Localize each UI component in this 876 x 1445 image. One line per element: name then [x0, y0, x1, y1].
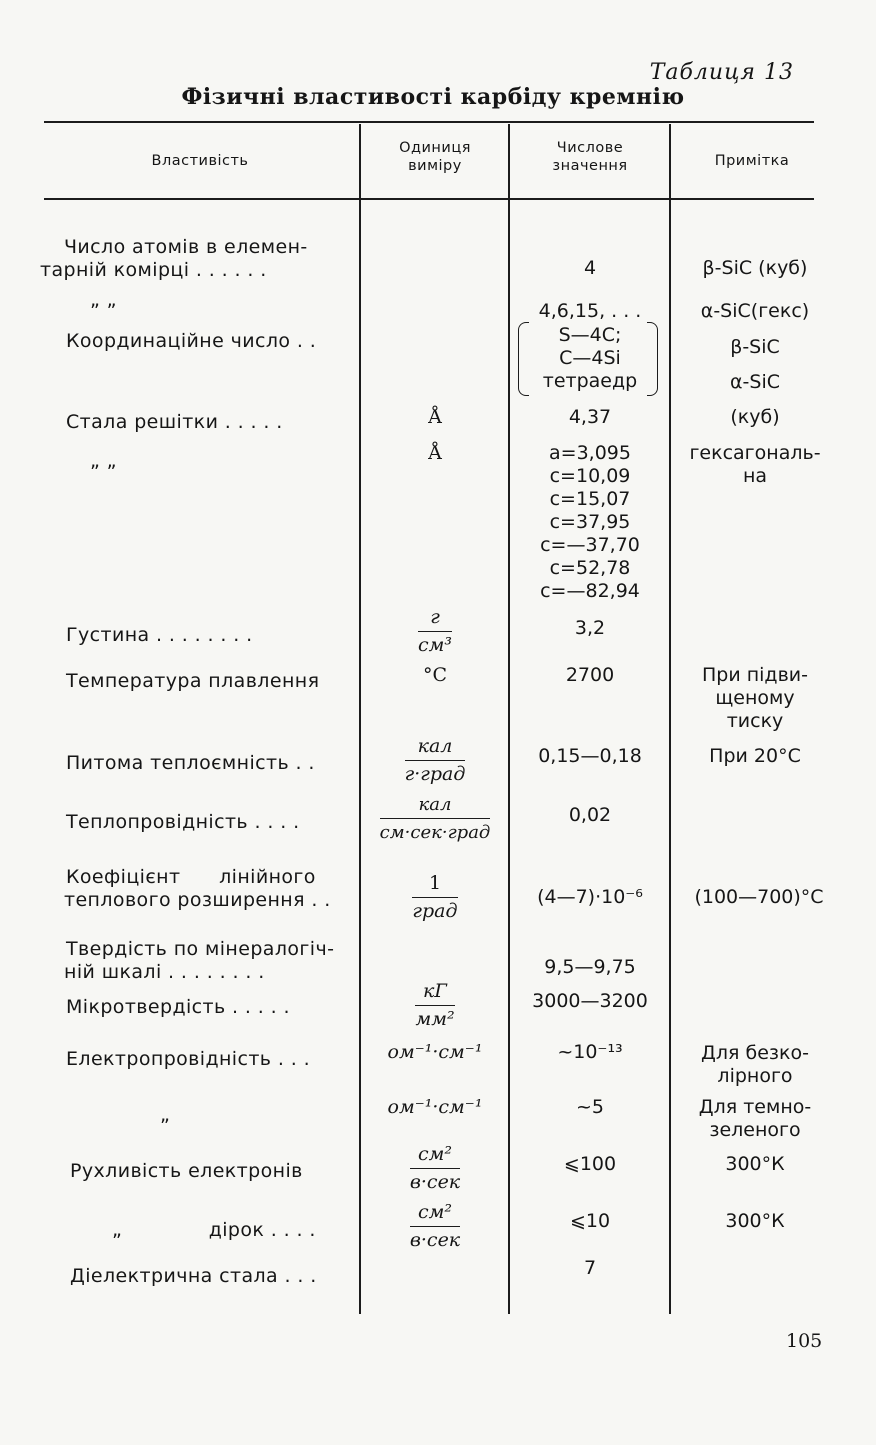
header-value-line1: Числове: [556, 140, 624, 156]
note-electron-mobility: 300°К: [725, 1153, 785, 1175]
prop-hardness: [66, 938, 352, 984]
unit-micro-den: мм²: [415, 1008, 455, 1030]
note-coord-alpha: α-SiC: [730, 371, 780, 393]
value-lattice-c2: c=15,07: [549, 488, 631, 510]
value-electron-mobility: ⩽100: [563, 1153, 617, 1175]
unit-mob-e-num: см²: [410, 1143, 460, 1169]
value-lattice-c4: c=—37,70: [540, 534, 640, 556]
unit-exp-num: 1: [412, 872, 457, 898]
fraction-heat-capacity: [405, 735, 466, 786]
unit-thermal-conductivity: [360, 793, 510, 844]
unit-electron-mobility: [362, 1143, 508, 1194]
note-lattice-hex-line2: на: [742, 465, 768, 487]
unit-density-den: см³: [417, 634, 452, 656]
note-lattice-hex-line1: гексагональ-: [689, 442, 821, 464]
unit-cond-den: см·сек·град: [379, 822, 491, 843]
unit-density-num: г: [418, 606, 452, 632]
column-divider-3: [669, 124, 671, 1314]
unit-mob-h-num: см²: [410, 1201, 460, 1227]
unit-hole-mobility: [362, 1201, 508, 1252]
prop-expansion-line2: теплового розширення . .: [64, 889, 331, 911]
prop-electron-mobility: Рухливість електронів: [70, 1160, 303, 1182]
header-bottom-rule: [44, 198, 814, 200]
page-number: 105: [786, 1330, 823, 1352]
fraction-expansion: [412, 872, 457, 923]
note-atoms: β-SiC (куб): [702, 257, 808, 279]
top-rule: [44, 121, 814, 123]
prop-heat-capacity: Питома теплоємність . .: [66, 752, 315, 774]
note-electrical-conductivity: [672, 1042, 838, 1088]
value-coord-line2: C—4Si: [559, 347, 621, 369]
prop-hole-label: дірок . . . .: [208, 1219, 316, 1241]
note-melting-line1: При підви-: [702, 664, 808, 686]
prop-hole-mobility: [66, 1219, 352, 1242]
prop-melting: Температура плавлення: [66, 670, 320, 692]
note-melting-line3: тиску: [726, 710, 784, 732]
note-electrical-conductivity-2: [672, 1096, 838, 1142]
unit-lattice: Å: [428, 406, 442, 428]
unit-micro-num: кГ: [415, 980, 454, 1006]
prop-electrical-conductivity: Електропровідність . . .: [66, 1048, 311, 1070]
header-unit: [362, 139, 508, 175]
unit-microhardness: [362, 980, 508, 1031]
unit-heat-num: кал: [405, 735, 466, 761]
value-hole-mobility: ⩽10: [569, 1210, 611, 1232]
note-lattice: (куб): [730, 406, 780, 428]
unit-melting: °C: [422, 664, 448, 686]
unit-exp-den: град: [412, 900, 458, 922]
value-microhardness: 3000—3200: [532, 990, 648, 1012]
prop-atoms-line2: тарній комірці . . . . . .: [40, 259, 267, 281]
note-expansion: (100—700)°C: [694, 886, 824, 908]
prop-hole-quote: „: [112, 1219, 123, 1241]
value-lattice-c6: c=—82,94: [540, 580, 640, 602]
prop-expansion-line1: Коефіцієнт лінійного: [66, 866, 316, 888]
prop-microhardness: Мікротвердість . . . . .: [66, 996, 290, 1018]
header-value: [512, 139, 668, 175]
prop-electrical-ditto: „: [160, 1104, 171, 1126]
value-heat-capacity: 0,15—0,18: [538, 745, 642, 767]
table-label: Таблиця 13: [649, 60, 794, 85]
note-melting-line2: щеному: [715, 687, 795, 709]
header-unit-line2: виміру: [408, 158, 462, 174]
value-coord-line1: S—4C;: [558, 324, 622, 346]
value-atoms-alpha: 4,6,15, . . .: [538, 300, 642, 322]
note-lattice-hex: [672, 442, 838, 488]
prop-coordination: Координаційне число . .: [66, 330, 317, 352]
fraction-thermal-conductivity: [380, 793, 491, 844]
fraction-microhardness: [415, 980, 454, 1031]
header-unit-line1: Одиниця: [399, 140, 471, 156]
value-electrical-conductivity: ~10⁻¹³: [557, 1041, 623, 1063]
unit-mob-h-den: в·сек: [409, 1229, 461, 1251]
fraction-density: [418, 606, 452, 657]
prop-lattice-ditto: „ „: [90, 450, 117, 472]
column-divider-2: [508, 124, 510, 1314]
value-lattice: 4,37: [568, 406, 612, 428]
value-lattice-a: a=3,095: [549, 442, 631, 464]
header-note: Примітка: [714, 153, 790, 169]
table-title: Фізичні властивості карбіду кремнію: [181, 84, 685, 110]
fraction-electron-mobility: [410, 1143, 460, 1194]
prop-atoms-ditto: „ „: [90, 289, 117, 311]
unit-expansion: [362, 872, 508, 923]
prop-hardness-line1: Твердість по мінералогіч-: [66, 938, 335, 960]
note-hole-mobility: 300°К: [725, 1210, 785, 1232]
value-hardness: 9,5—9,75: [544, 956, 636, 978]
prop-lattice: Стала решітки . . . . .: [66, 411, 283, 433]
prop-atoms: [40, 236, 352, 282]
prop-dielectric: Діелектрична стала . . .: [70, 1265, 317, 1287]
value-lattice-c5: c=52,78: [549, 557, 631, 579]
value-expansion: (4—7)·10⁻⁶: [537, 886, 643, 908]
value-melting: 2700: [565, 664, 615, 686]
note-melting: [672, 664, 838, 733]
header-value-line2: значення: [552, 158, 628, 174]
fraction-hole-mobility: [410, 1201, 460, 1252]
note-el-line2: лірного: [717, 1065, 793, 1087]
note-coord-beta: β-SiC: [730, 336, 780, 358]
note-el-line1: Для безко-: [701, 1042, 809, 1064]
note-el2-line2: зеленого: [709, 1119, 801, 1141]
prop-density: Густина . . . . . . . .: [66, 624, 253, 646]
value-lattice-c3: c=37,95: [549, 511, 631, 533]
value-thermal-conductivity: 0,02: [568, 804, 612, 826]
unit-electrical-conductivity: ом⁻¹·см⁻¹: [387, 1041, 483, 1063]
value-electrical-conductivity-2: ~5: [575, 1096, 604, 1118]
value-density: 3,2: [574, 617, 606, 639]
unit-cond-num: кал: [380, 793, 491, 819]
header-property: Властивість: [151, 153, 249, 169]
value-dielectric: 7: [583, 1257, 597, 1279]
prop-hardness-line2: ній шкалі . . . . . . . .: [64, 961, 265, 983]
unit-heat-den: г·град: [404, 763, 466, 785]
prop-expansion: [66, 866, 352, 912]
unit-mob-e-den: в·сек: [409, 1171, 461, 1193]
value-atoms: 4: [583, 257, 597, 279]
value-lattice-c1: c=10,09: [549, 465, 631, 487]
prop-atoms-line1: Число атомів в елемен-: [64, 236, 308, 258]
note-heat-capacity: При 20°C: [709, 745, 801, 767]
unit-electrical-conductivity-2: ом⁻¹·см⁻¹: [387, 1096, 483, 1118]
prop-thermal-conductivity: Теплопровідність . . . .: [66, 811, 300, 833]
unit-heat-capacity: [362, 735, 508, 786]
unit-lattice-hex: Å: [428, 442, 442, 464]
note-atoms-alpha: α-SiC(гекс): [700, 300, 810, 322]
value-coord-line3: тетраедр: [542, 370, 638, 392]
unit-density: [362, 606, 508, 657]
note-el2-line1: Для темно-: [698, 1096, 812, 1118]
